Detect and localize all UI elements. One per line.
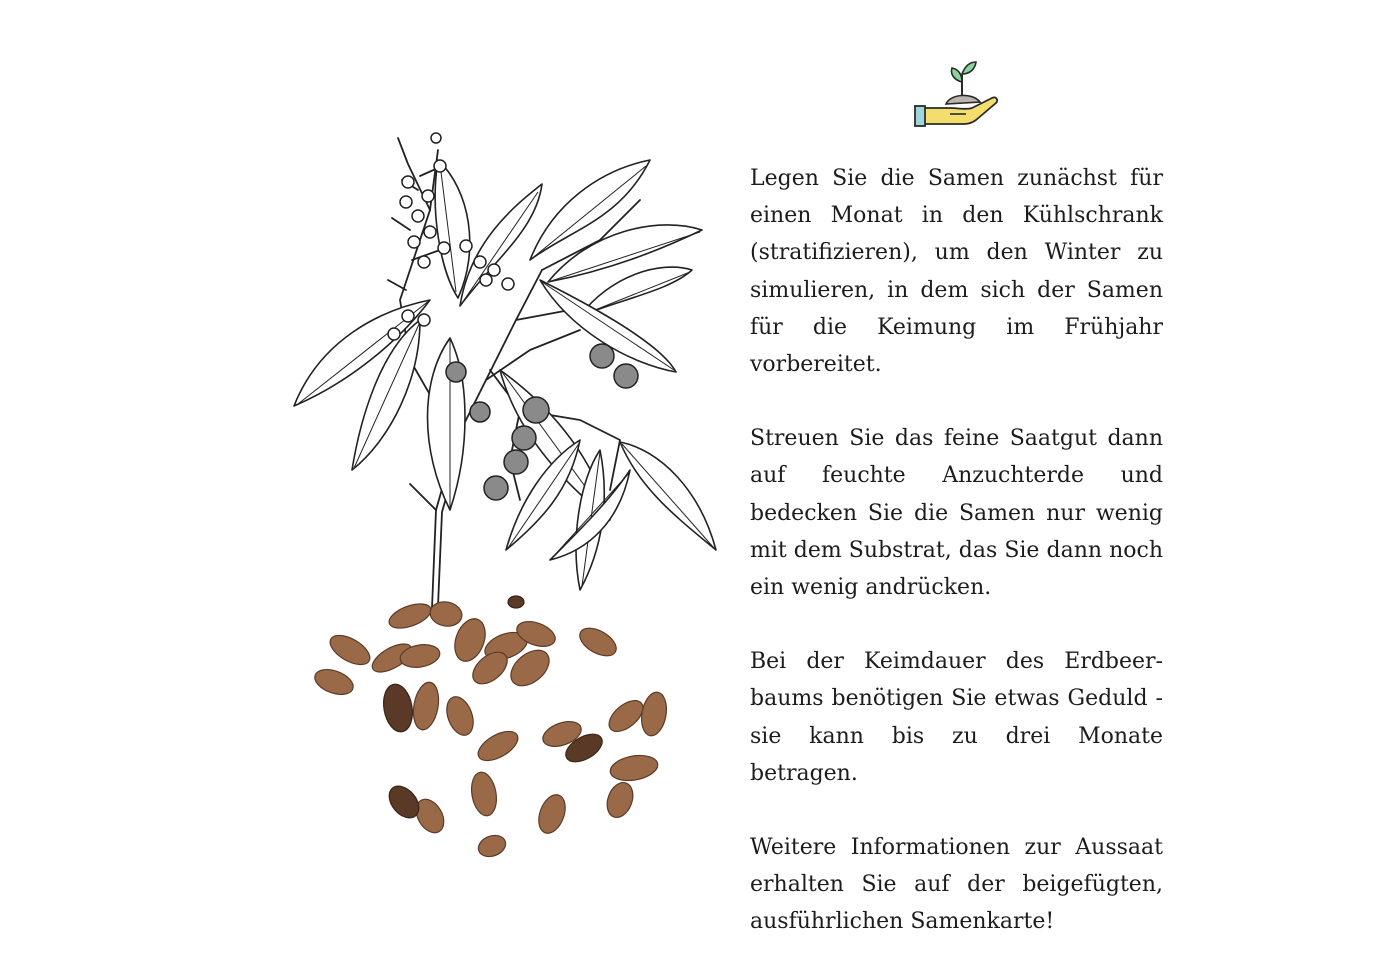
instruction-text-column — [750, 160, 1163, 941]
seed-pile — [311, 596, 669, 860]
paragraph-germination-time: Bei der Keimdauer des Erdbeer-baums benötigen Sie etwas Geduld - sie kann bis zu drei Monate betragen. — [750, 649, 1163, 786]
paragraph-sowing: Streuen Sie das feine Saatgut dann auf feuchte Anzuchterde und bedecken Sie die Samen nur wenig mit dem Substrat, das Sie dann noch ein wenig andrücken. — [750, 426, 1163, 601]
paragraph-stratification: Legen Sie die Samen zunächst für einen Monat in den Kühlschrank (stratifizieren), um den Winter zu simulieren, in dem sich der Samen für die Keimung im Frühjahr vorbereitet. — [750, 166, 1163, 378]
paragraph-further-info: Weitere Informationen zur Aussaat erhalten Sie auf der beigefügten, ausführlichen Samenkarte! — [750, 835, 1163, 935]
hand-seedling-icon — [910, 56, 1002, 134]
strawberry-tree-branch-drawing — [280, 120, 730, 880]
